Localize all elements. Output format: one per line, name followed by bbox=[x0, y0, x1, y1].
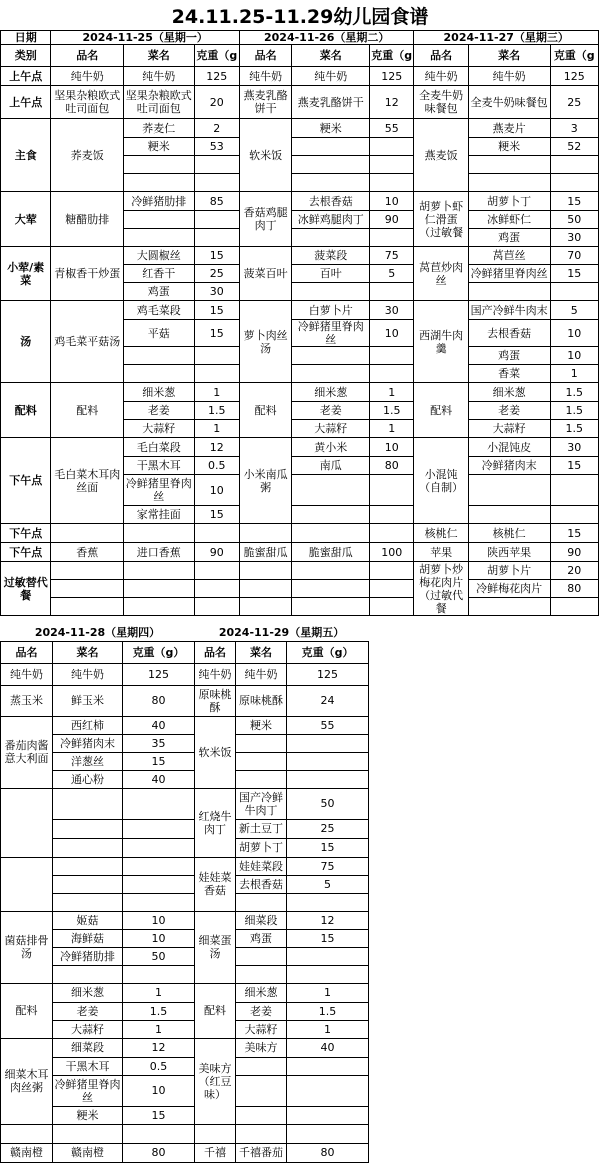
ingredient-name: 新土豆丁 bbox=[236, 819, 287, 838]
category-label: 过敏替代餐 bbox=[1, 562, 51, 616]
category-label: 下午点 bbox=[1, 524, 51, 543]
ingredient-weight: 90 bbox=[550, 543, 599, 562]
dish-name: 糖醋肋排 bbox=[51, 192, 124, 247]
dish-name: 配料 bbox=[239, 383, 291, 438]
ingredient-name: 粳米 bbox=[53, 1106, 123, 1124]
col-header: 品名 bbox=[414, 45, 468, 67]
ingredient-weight: 0.5 bbox=[194, 457, 239, 475]
ingredient-name: 老姜 bbox=[53, 1002, 123, 1020]
ingredient-weight: 30 bbox=[550, 438, 599, 457]
ingredient-weight: 125 bbox=[287, 663, 369, 685]
dish-name: 坚果杂粮欧式吐司面包 bbox=[51, 86, 124, 119]
col-header: 克重（g bbox=[550, 45, 599, 67]
category-label: 配料 bbox=[1, 383, 51, 438]
ingredient-name: 南瓜 bbox=[292, 457, 370, 475]
ingredient-weight: 15 bbox=[287, 929, 369, 947]
ingredient-name: 细菜段 bbox=[236, 911, 287, 929]
dish-name: 纯牛奶 bbox=[414, 67, 468, 86]
col-header: 品名 bbox=[195, 641, 236, 663]
ingredient-name: 大圆椒丝 bbox=[124, 247, 195, 265]
ingredient-weight: 5 bbox=[287, 875, 369, 893]
ingredient-name: 国产冷鲜牛肉丁 bbox=[236, 788, 287, 819]
ingredient-weight: 1.5 bbox=[370, 402, 414, 420]
ingredient-weight: 55 bbox=[287, 716, 369, 734]
ingredient-weight: 15 bbox=[550, 192, 599, 211]
ingredient-weight: 1.5 bbox=[194, 402, 239, 420]
dish-name: 娃娃菜香菇 bbox=[195, 857, 236, 911]
ingredient-name: 去根香菇 bbox=[468, 320, 550, 347]
date-mon: 2024-11-25（星期一） bbox=[51, 31, 240, 45]
ingredient-name: 冰鲜鸡腿肉丁 bbox=[292, 211, 370, 229]
ingredient-name: 老姜 bbox=[292, 402, 370, 420]
dish-name: 香菇鸡腿肉丁 bbox=[239, 192, 291, 247]
ingredient-weight: 30 bbox=[370, 301, 414, 320]
ingredient-name: 白萝卜片 bbox=[292, 301, 370, 320]
ingredient-name: 百叶 bbox=[292, 265, 370, 283]
dish-name: 胡萝卜炒梅花肉片（过敏代餐 bbox=[414, 562, 468, 616]
ingredient-name: 粳米 bbox=[468, 138, 550, 156]
ingredient-name: 脆蜜甜瓜 bbox=[292, 543, 370, 562]
ingredient-weight: 20 bbox=[194, 86, 239, 119]
ingredient-name: 洋葱丝 bbox=[53, 752, 123, 770]
ingredient-name: 香菜 bbox=[468, 365, 550, 383]
ingredient-weight: 25 bbox=[194, 265, 239, 283]
col-header: 品名 bbox=[239, 45, 291, 67]
dish-name: 纯牛奶 bbox=[195, 663, 236, 685]
ingredient-name: 去根香菇 bbox=[292, 192, 370, 211]
category-label: 上午点 bbox=[1, 67, 51, 86]
ingredient-name: 原味桃酥 bbox=[236, 685, 287, 716]
ingredient-name: 冷鲜梅花肉片 bbox=[468, 580, 550, 598]
ingredient-name: 冷鲜猪肉末 bbox=[53, 734, 123, 752]
ingredient-name: 纯牛奶 bbox=[468, 67, 550, 86]
ingredient-weight: 15 bbox=[550, 457, 599, 475]
col-header: 品名 bbox=[51, 45, 124, 67]
dish-name: 萝卜肉丝汤 bbox=[239, 301, 291, 383]
dish-name: 小混饨（自制） bbox=[414, 438, 468, 524]
ingredient-name: 大蒜籽 bbox=[124, 420, 195, 438]
date-thu: 2024-11-28（星期四） bbox=[34, 625, 161, 639]
ingredient-weight: 15 bbox=[194, 320, 239, 347]
dish-name: 菌菇排骨汤 bbox=[1, 911, 53, 983]
ingredient-weight: 52 bbox=[550, 138, 599, 156]
dish-name: 细菜木耳肉丝粥 bbox=[1, 1038, 53, 1124]
dish-name: 细菜蛋汤 bbox=[195, 911, 236, 983]
ingredient-weight: 15 bbox=[194, 301, 239, 320]
col-header: 克重（g） bbox=[123, 641, 195, 663]
ingredient-name: 细米葱 bbox=[53, 983, 123, 1002]
ingredient-name: 老姜 bbox=[468, 402, 550, 420]
ingredient-name: 鲜玉米 bbox=[53, 685, 123, 716]
ingredient-weight: 12 bbox=[287, 911, 369, 929]
ingredient-weight: 80 bbox=[370, 457, 414, 475]
ingredient-name: 粳米 bbox=[236, 716, 287, 734]
dish-name: 赣南橙 bbox=[1, 1143, 53, 1162]
dish-name: 鸡毛菜平菇汤 bbox=[51, 301, 124, 383]
ingredient-weight: 1 bbox=[550, 365, 599, 383]
ingredient-weight: 12 bbox=[123, 1038, 195, 1057]
ingredient-weight: 50 bbox=[123, 947, 195, 965]
ingredient-name: 老姜 bbox=[124, 402, 195, 420]
ingredient-name: 平菇 bbox=[124, 320, 195, 347]
ingredient-weight: 1 bbox=[370, 420, 414, 438]
ingredient-weight: 1 bbox=[123, 983, 195, 1002]
ingredient-weight: 40 bbox=[287, 1038, 369, 1057]
ingredient-name: 去根香菇 bbox=[236, 875, 287, 893]
ingredient-name: 鸡毛菜段 bbox=[124, 301, 195, 320]
dish-name: 软米饭 bbox=[195, 716, 236, 788]
col-header: 品名 bbox=[1, 641, 53, 663]
ingredient-weight: 80 bbox=[123, 1143, 195, 1162]
ingredient-name: 大蒜籽 bbox=[236, 1020, 287, 1038]
ingredient-weight: 5 bbox=[370, 265, 414, 283]
ingredient-name: 鸡蛋 bbox=[124, 283, 195, 301]
dish-name: 胡萝卜虾仁滑蛋（过敏餐 bbox=[414, 192, 468, 247]
dish-name: 西湖牛肉羹 bbox=[414, 301, 468, 383]
ingredient-weight: 50 bbox=[287, 788, 369, 819]
ingredient-weight: 80 bbox=[123, 685, 195, 716]
ingredient-weight: 15 bbox=[123, 1106, 195, 1124]
dish-name: 莴苣炒肉丝 bbox=[414, 247, 468, 301]
ingredient-weight: 1.5 bbox=[550, 383, 599, 402]
category-label: 汤 bbox=[1, 301, 51, 383]
ingredient-weight: 70 bbox=[550, 247, 599, 265]
ingredient-name: 娃娃菜段 bbox=[236, 857, 287, 875]
category-label: 上午点 bbox=[1, 86, 51, 119]
ingredient-weight: 125 bbox=[550, 67, 599, 86]
dish-name: 配料 bbox=[195, 983, 236, 1038]
date-label: 日期 bbox=[1, 31, 51, 45]
ingredient-name: 胡萝卜片 bbox=[468, 562, 550, 580]
category-label: 主食 bbox=[1, 119, 51, 192]
ingredient-weight: 125 bbox=[123, 663, 195, 685]
ingredient-name: 核桃仁 bbox=[468, 524, 550, 543]
dish-name: 核桃仁 bbox=[414, 524, 468, 543]
ingredient-name: 干黑木耳 bbox=[124, 457, 195, 475]
dish-name: 红烧牛肉丁 bbox=[195, 788, 236, 857]
ingredient-weight: 10 bbox=[370, 320, 414, 347]
ingredient-name: 粳米 bbox=[124, 138, 195, 156]
category-label: 小荤/素菜 bbox=[1, 247, 51, 301]
ingredient-name: 冷鲜猪里脊肉丝 bbox=[468, 265, 550, 283]
ingredient-name: 进口香蕉 bbox=[124, 543, 195, 562]
ingredient-weight: 15 bbox=[550, 265, 599, 283]
dish-name: 苹果 bbox=[414, 543, 468, 562]
ingredient-name: 美味方 bbox=[236, 1038, 287, 1057]
ingredient-weight: 125 bbox=[370, 67, 414, 86]
col-header: 克重（g bbox=[370, 45, 414, 67]
menu-table-bottom bbox=[0, 624, 369, 1163]
ingredient-weight: 10 bbox=[123, 929, 195, 947]
ingredient-name: 纯牛奶 bbox=[292, 67, 370, 86]
dish-name: 纯牛奶 bbox=[51, 67, 124, 86]
ingredient-weight: 75 bbox=[287, 857, 369, 875]
ingredient-name: 国产冷鲜牛肉末 bbox=[468, 301, 550, 320]
ingredient-name: 冷鲜猪里脊肉丝 bbox=[53, 1075, 123, 1106]
ingredient-name: 姬菇 bbox=[53, 911, 123, 929]
ingredient-name: 冰鲜虾仁 bbox=[468, 211, 550, 229]
ingredient-name: 海鲜菇 bbox=[53, 929, 123, 947]
ingredient-name: 大蒜籽 bbox=[468, 420, 550, 438]
col-header: 菜名 bbox=[124, 45, 195, 67]
dish-name: 软米饭 bbox=[239, 119, 291, 192]
ingredient-weight: 35 bbox=[123, 734, 195, 752]
ingredient-name: 家常挂面 bbox=[124, 506, 195, 524]
dish-name: 千禧 bbox=[195, 1143, 236, 1162]
ingredient-name: 干黑木耳 bbox=[53, 1057, 123, 1075]
ingredient-weight: 12 bbox=[194, 438, 239, 457]
date-wed: 2024-11-27（星期三） bbox=[414, 31, 599, 45]
ingredient-name: 冷鲜猪肋排 bbox=[53, 947, 123, 965]
dish-name: 脆蜜甜瓜 bbox=[239, 543, 291, 562]
ingredient-name: 燕麦片 bbox=[468, 119, 550, 138]
ingredient-name: 赣南橙 bbox=[53, 1143, 123, 1162]
category-label: 下午点 bbox=[1, 543, 51, 562]
dish-name: 青椒香干炒蛋 bbox=[51, 247, 124, 301]
ingredient-weight: 1 bbox=[370, 383, 414, 402]
ingredient-weight: 80 bbox=[550, 580, 599, 598]
dish-name: 配料 bbox=[1, 983, 53, 1038]
ingredient-name: 鸡蛋 bbox=[468, 347, 550, 365]
dish-name: 配料 bbox=[51, 383, 124, 438]
ingredient-name: 鸡蛋 bbox=[468, 229, 550, 247]
ingredient-weight: 15 bbox=[194, 247, 239, 265]
ingredient-name: 莴苣丝 bbox=[468, 247, 550, 265]
ingredient-name: 通心粉 bbox=[53, 770, 123, 788]
ingredient-name: 纯牛奶 bbox=[124, 67, 195, 86]
dish-name: 小米南瓜粥 bbox=[239, 438, 291, 524]
dish-name: 香蕉 bbox=[51, 543, 124, 562]
ingredient-weight: 2 bbox=[194, 119, 239, 138]
ingredient-weight: 53 bbox=[194, 138, 239, 156]
ingredient-weight: 30 bbox=[550, 229, 599, 247]
ingredient-weight: 1 bbox=[287, 1020, 369, 1038]
ingredient-weight: 15 bbox=[287, 838, 369, 857]
ingredient-name: 细米葱 bbox=[292, 383, 370, 402]
ingredient-weight: 10 bbox=[370, 192, 414, 211]
ingredient-name: 红香干 bbox=[124, 265, 195, 283]
ingredient-weight: 50 bbox=[550, 211, 599, 229]
col-header: 菜名 bbox=[236, 641, 287, 663]
ingredient-name: 全麦牛奶味餐包 bbox=[468, 86, 550, 119]
dish-name: 纯牛奶 bbox=[1, 663, 53, 685]
ingredient-name: 冷鲜猪肋排 bbox=[124, 192, 195, 211]
ingredient-weight: 15 bbox=[194, 506, 239, 524]
dish-name: 原味桃酥 bbox=[195, 685, 236, 716]
ingredient-name: 小混饨皮 bbox=[468, 438, 550, 457]
menu-table-top bbox=[0, 30, 599, 616]
dish-name: 菠菜百叶 bbox=[239, 247, 291, 301]
ingredient-weight: 125 bbox=[194, 67, 239, 86]
ingredient-weight: 12 bbox=[370, 86, 414, 119]
ingredient-weight: 5 bbox=[550, 301, 599, 320]
dish-name: 蒸玉米 bbox=[1, 685, 53, 716]
dish-name: 美味方（红豆味） bbox=[195, 1038, 236, 1124]
ingredient-weight: 80 bbox=[287, 1143, 369, 1162]
ingredient-name: 毛白菜段 bbox=[124, 438, 195, 457]
dish-name: 全麦牛奶味餐包 bbox=[414, 86, 468, 119]
ingredient-weight: 20 bbox=[550, 562, 599, 580]
ingredient-weight: 0.5 bbox=[123, 1057, 195, 1075]
ingredient-weight: 3 bbox=[550, 119, 599, 138]
ingredient-weight: 24 bbox=[287, 685, 369, 716]
ingredient-name: 胡萝卜丁 bbox=[468, 192, 550, 211]
col-header: 类别 bbox=[1, 45, 51, 67]
date-tue: 2024-11-26（星期二） bbox=[239, 31, 413, 45]
ingredient-weight: 100 bbox=[370, 543, 414, 562]
ingredient-name: 细米葱 bbox=[468, 383, 550, 402]
ingredient-weight: 90 bbox=[370, 211, 414, 229]
col-header: 克重（g bbox=[194, 45, 239, 67]
category-label: 大荤 bbox=[1, 192, 51, 247]
col-header: 菜名 bbox=[468, 45, 550, 67]
ingredient-name: 鸡蛋 bbox=[236, 929, 287, 947]
dish-name: 毛白菜木耳肉丝面 bbox=[51, 438, 124, 524]
ingredient-name: 大蒜籽 bbox=[53, 1020, 123, 1038]
dish-name: 番茄肉酱意大利面 bbox=[1, 716, 53, 788]
ingredient-weight: 15 bbox=[550, 524, 599, 543]
ingredient-weight: 55 bbox=[370, 119, 414, 138]
ingredient-name: 西红柿 bbox=[53, 716, 123, 734]
ingredient-weight: 1.5 bbox=[550, 402, 599, 420]
ingredient-weight: 30 bbox=[194, 283, 239, 301]
ingredient-name: 燕麦乳酪饼干 bbox=[292, 86, 370, 119]
ingredient-name: 千禧番茄 bbox=[236, 1143, 287, 1162]
ingredient-name: 冷鲜猪里脊肉丝 bbox=[124, 475, 195, 506]
ingredient-weight: 1.5 bbox=[550, 420, 599, 438]
dish-name: 纯牛奶 bbox=[239, 67, 291, 86]
ingredient-weight: 40 bbox=[123, 716, 195, 734]
ingredient-name: 细米葱 bbox=[124, 383, 195, 402]
ingredient-name: 胡萝卜丁 bbox=[236, 838, 287, 857]
ingredient-weight: 1 bbox=[194, 420, 239, 438]
ingredient-name: 陕西苹果 bbox=[468, 543, 550, 562]
ingredient-name: 菠菜段 bbox=[292, 247, 370, 265]
ingredient-name: 细菜段 bbox=[53, 1038, 123, 1057]
ingredient-weight: 90 bbox=[194, 543, 239, 562]
ingredient-weight: 85 bbox=[194, 192, 239, 211]
ingredient-name: 黄小米 bbox=[292, 438, 370, 457]
ingredient-name: 细米葱 bbox=[236, 983, 287, 1002]
dish-name: 荞麦饭 bbox=[51, 119, 124, 192]
col-header: 菜名 bbox=[292, 45, 370, 67]
ingredient-weight: 10 bbox=[123, 1075, 195, 1106]
ingredient-weight: 1.5 bbox=[123, 1002, 195, 1020]
date-fri: 2024-11-29（星期五） bbox=[218, 625, 345, 639]
ingredient-name: 老姜 bbox=[236, 1002, 287, 1020]
ingredient-weight: 40 bbox=[123, 770, 195, 788]
ingredient-weight: 1.5 bbox=[287, 1002, 369, 1020]
ingredient-name: 大蒜籽 bbox=[292, 420, 370, 438]
ingredient-name: 粳米 bbox=[292, 119, 370, 138]
ingredient-weight: 75 bbox=[370, 247, 414, 265]
ingredient-name: 坚果杂粮欧式吐司面包 bbox=[124, 86, 195, 119]
ingredient-weight: 1 bbox=[287, 983, 369, 1002]
ingredient-weight: 10 bbox=[550, 320, 599, 347]
ingredient-weight: 25 bbox=[550, 86, 599, 119]
ingredient-name: 纯牛奶 bbox=[53, 663, 123, 685]
ingredient-weight: 10 bbox=[194, 475, 239, 506]
ingredient-weight: 15 bbox=[123, 752, 195, 770]
ingredient-weight: 25 bbox=[287, 819, 369, 838]
page-title: 24.11.25-11.29幼儿园食谱 bbox=[171, 5, 429, 28]
ingredient-weight: 1 bbox=[194, 383, 239, 402]
ingredient-name: 冷鲜猪里脊肉丝 bbox=[292, 320, 370, 347]
ingredient-name: 冷鲜猪肉末 bbox=[468, 457, 550, 475]
col-header: 菜名 bbox=[53, 641, 123, 663]
ingredient-weight: 1 bbox=[123, 1020, 195, 1038]
ingredient-weight: 10 bbox=[550, 347, 599, 365]
ingredient-name: 荞麦仁 bbox=[124, 119, 195, 138]
ingredient-name: 纯牛奶 bbox=[236, 663, 287, 685]
ingredient-weight: 10 bbox=[370, 438, 414, 457]
dish-name: 燕麦乳酪饼干 bbox=[239, 86, 291, 119]
col-header: 克重（g） bbox=[287, 641, 369, 663]
dish-name: 燕麦饭 bbox=[414, 119, 468, 192]
dish-name: 配料 bbox=[414, 383, 468, 438]
category-label: 下午点 bbox=[1, 438, 51, 524]
ingredient-weight: 10 bbox=[123, 911, 195, 929]
